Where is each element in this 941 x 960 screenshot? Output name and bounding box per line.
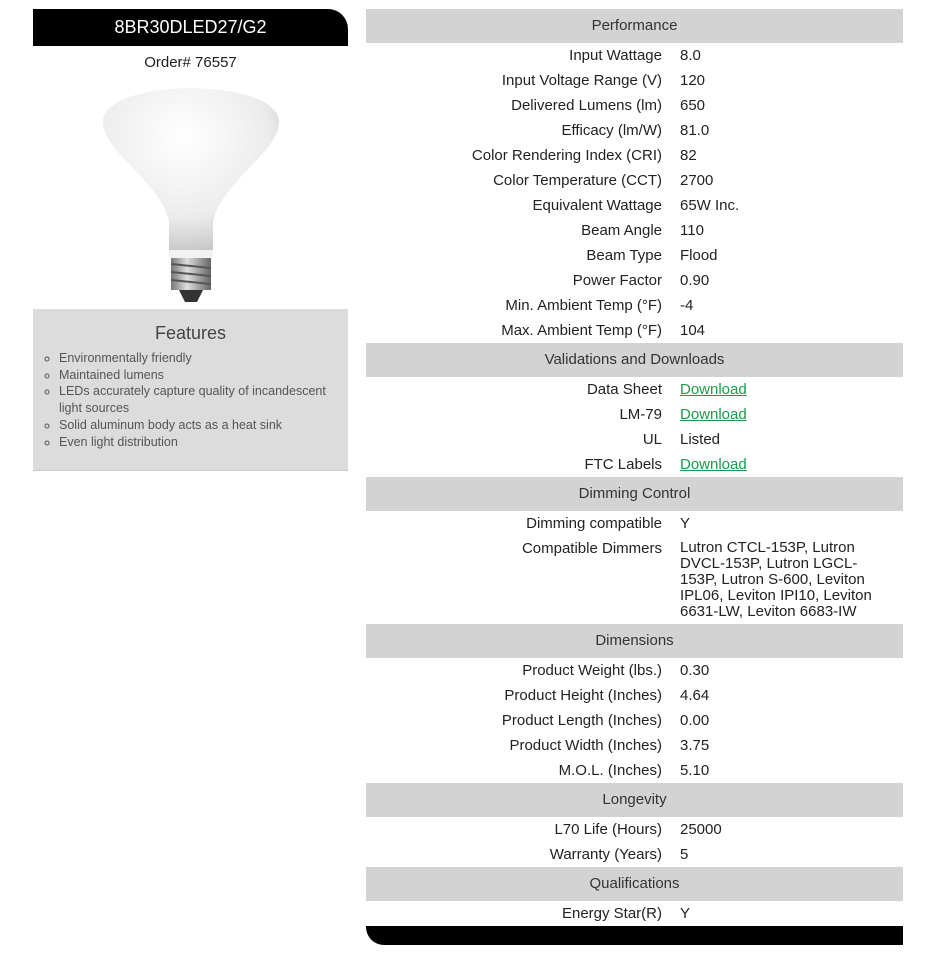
spec-label: Max. Ambient Temp (°F)	[501, 322, 662, 339]
spec-row	[366, 193, 903, 218]
spec-label: Min. Ambient Temp (°F)	[505, 297, 662, 314]
section-header: Qualifications	[366, 867, 903, 901]
spec-label: Color Temperature (CCT)	[493, 172, 662, 189]
spec-row	[366, 168, 903, 193]
spec-value: Flood	[680, 247, 718, 264]
spec-label: Input Voltage Range (V)	[501, 72, 662, 89]
spec-row	[366, 733, 903, 758]
feature-item: ◦ Even light distribution	[59, 434, 348, 451]
spec-label: Input Wattage	[569, 47, 662, 64]
feature-item: ◦ LEDs accurately capture quality of incandescent light sources	[59, 383, 348, 416]
spec-label: Equivalent Wattage	[532, 197, 662, 214]
spec-label: Compatible Dimmers	[521, 540, 662, 557]
spec-label: Product Height (Inches)	[504, 687, 662, 704]
features-box	[33, 309, 348, 471]
bulb-image	[91, 82, 291, 304]
spec-label: FTC Labels	[584, 456, 662, 473]
spec-value	[680, 377, 890, 402]
spec-label: Energy Star(R)	[561, 905, 662, 922]
spec-row	[366, 683, 903, 708]
download-link[interactable]: Download	[680, 406, 747, 423]
spec-label: M.O.L. (Inches)	[558, 762, 662, 779]
spec-row	[366, 318, 903, 343]
order-number: Order# 76557	[144, 54, 237, 71]
spec-label: Efficacy (lm/W)	[561, 122, 662, 139]
section-header: Longevity	[366, 783, 903, 817]
spec-row	[366, 68, 903, 93]
spec-label: Warranty (Years)	[549, 846, 662, 863]
spec-label: Beam Type	[586, 247, 662, 264]
spec-label: LM-79	[619, 406, 662, 423]
features-list	[33, 350, 348, 450]
spec-label: Color Rendering Index (CRI)	[471, 147, 662, 164]
spec-row	[366, 901, 903, 926]
table-footer-bar	[366, 926, 903, 945]
section-header: Dimensions	[366, 624, 903, 658]
spec-row	[366, 43, 903, 68]
spec-value: 5.10	[680, 762, 710, 779]
download-link[interactable]: Download	[680, 456, 747, 473]
spec-label: L70 Life (Hours)	[554, 821, 662, 838]
feature-item: ◦ Maintained lumens	[59, 367, 348, 384]
spec-label: Data Sheet	[586, 381, 662, 398]
spec-value: 8.0	[680, 47, 701, 64]
download-link[interactable]: Download	[680, 381, 747, 398]
spec-row	[366, 452, 903, 477]
spec-value: 104	[680, 322, 706, 339]
spec-row	[366, 218, 903, 243]
spec-label: Product Weight (lbs.)	[522, 662, 662, 679]
spec-value: 2700	[680, 172, 714, 189]
spec-row	[366, 143, 903, 168]
product-model-title: 8BR30DLED27/G2	[33, 9, 348, 46]
spec-value	[680, 402, 890, 427]
spec-value: 82	[680, 147, 697, 164]
spec-label: Dimming compatible	[526, 515, 662, 532]
features-title: Features	[154, 323, 227, 343]
spec-value: 3.75	[680, 737, 710, 754]
spec-value	[680, 452, 890, 477]
spec-row	[366, 427, 903, 452]
spec-row	[366, 243, 903, 268]
section-header: Validations and Downloads	[366, 343, 903, 377]
feature-item: ◦ Environmentally friendly	[59, 350, 348, 367]
spec-value: 5	[680, 846, 689, 863]
spec-row	[366, 817, 903, 842]
spec-row	[366, 758, 903, 783]
spec-label: Product Length (Inches)	[501, 712, 662, 729]
spec-value: 81.0	[680, 122, 710, 139]
spec-row	[366, 658, 903, 683]
spec-label: UL	[642, 431, 662, 448]
spec-row	[366, 402, 903, 427]
spec-value: 0.30	[680, 662, 710, 679]
spec-label: Delivered Lumens (lm)	[511, 97, 662, 114]
spec-row	[366, 293, 903, 318]
spec-value: 110	[680, 222, 704, 239]
product-panel	[33, 9, 348, 471]
spec-row	[366, 708, 903, 733]
spec-value: -4	[680, 297, 694, 314]
feature-item: ◦ Solid aluminum body acts as a heat sink	[59, 417, 348, 434]
spec-value: 0.90	[680, 272, 710, 289]
spec-value: 65W Inc.	[680, 197, 740, 214]
spec-value: 650	[680, 97, 706, 114]
spec-value: Y	[680, 515, 691, 532]
spec-table	[366, 9, 903, 945]
spec-row	[366, 118, 903, 143]
spec-row	[366, 536, 903, 624]
spec-row	[366, 268, 903, 293]
spec-row	[366, 511, 903, 536]
spec-value: Listed	[680, 431, 721, 448]
spec-value: 4.64	[680, 687, 710, 704]
spec-row	[366, 93, 903, 118]
spec-label: Beam Angle	[581, 222, 662, 239]
spec-value: Lutron CTCL-153P, Lutron DVCL-153P, Lutron LGCL-153P, Lutron S-600, Leviton IPL06, Leviton IPI10, Leviton 6631-LW, Leviton 6683-IW	[680, 539, 872, 620]
spec-row	[366, 842, 903, 867]
spec-label: Product Width (Inches)	[509, 737, 662, 754]
spec-value: 120	[680, 72, 706, 89]
spec-label: Power Factor	[572, 272, 662, 289]
spec-value: Y	[680, 905, 691, 922]
spec-row	[366, 377, 903, 402]
spec-value: 25000	[680, 821, 722, 838]
spec-value: 0.00	[680, 712, 710, 729]
section-header: Performance	[366, 9, 903, 43]
section-header: Dimming Control	[366, 477, 903, 511]
